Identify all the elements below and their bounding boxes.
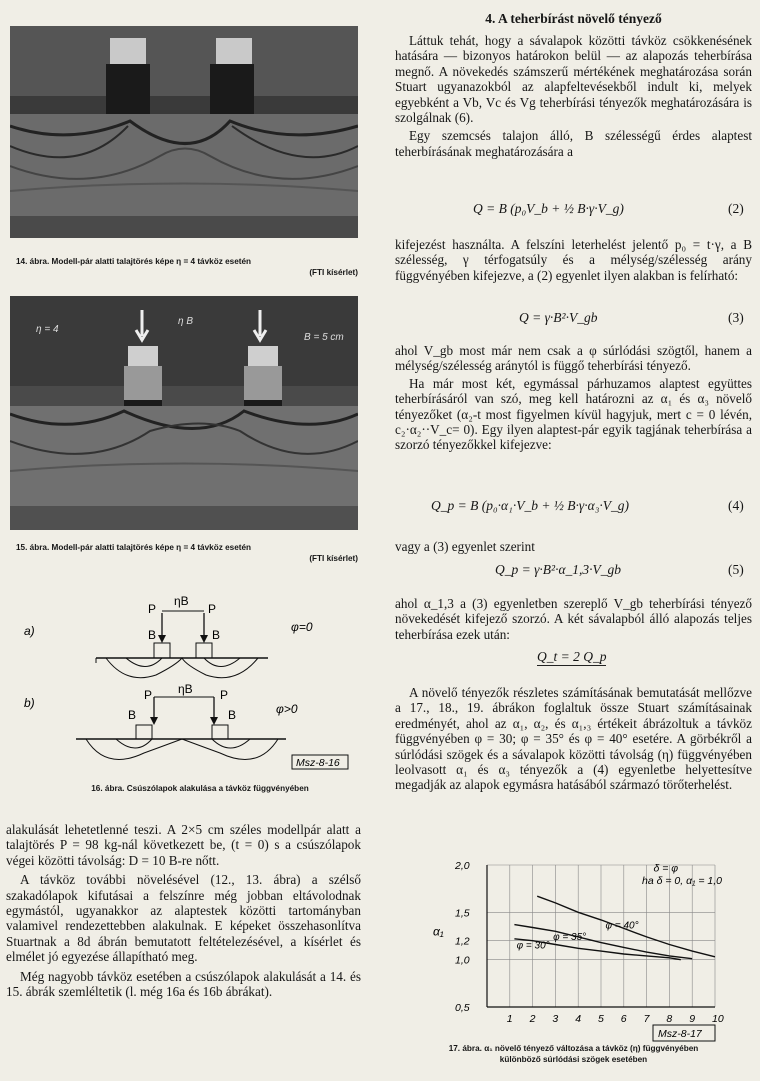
- fig16b-footing-left: [136, 725, 152, 739]
- left-paragraph-2: A távköz további növelésével (12., 13. ábra) a szélső szakadólapok kifutásai a felszínre még jobban eltávolodnak egymástól, ugyanakkor az alaptestek közötti tartományban valamivel rendezettebben alakulnak. E képeket összehasonlítva Stuartnak a 8d ábrán bemutatott feltételezésével, a kísérlet és elmélet jó egyezése állapítható meg.: [6, 872, 361, 965]
- right-text-block-1: [395, 33, 752, 159]
- fig16b-B-left: B: [128, 708, 137, 722]
- chart-x-tick-label: 4: [575, 1013, 582, 1025]
- figure-15-eta-label: η = 4: [36, 324, 59, 335]
- figure-17-caption-main: 17. ábra. α₁ növelő tényező változása a távköz (η) függvényében: [448, 1044, 699, 1053]
- fig16b-footing-right: [212, 725, 228, 739]
- chart-y-tick-label: 1,5: [455, 907, 470, 920]
- fig16-label-b: b): [24, 696, 35, 710]
- figure-14-caption: [16, 256, 358, 278]
- chart-annotation-delta: δ = φ: [653, 862, 679, 875]
- fig16b-P-right: P: [220, 688, 229, 702]
- fig16b-B-right: B: [228, 708, 237, 722]
- figure-16-caption-text: 16. ábra. Csúszólapok alakulása a távköz függvényében: [91, 784, 309, 793]
- chart-code: Msz-8-17: [658, 1028, 702, 1040]
- figure-15-photo: [10, 296, 358, 530]
- chart-y-tick-label: 1,2: [455, 935, 470, 948]
- right-paragraph-2: Egy szemcsés talajon álló, B szélességű érdes alaptest teherbírásának meghatározására a: [395, 128, 752, 159]
- chart-series-label: φ = 35°: [553, 931, 587, 943]
- chart-x-tick-label: 9: [689, 1013, 696, 1025]
- left-paragraph-3: Még nagyobb távköz esetében a csúszólapok alakulását a 14. és 15. ábrák szemléltetik (l. még 16a és 16b ábrákat).: [6, 968, 361, 1000]
- figure-15-caption: [16, 542, 358, 564]
- chart-x-tick-label: 1: [506, 1013, 513, 1025]
- right-paragraph-6: vagy a (3) egyenlet szerint: [395, 539, 535, 554]
- right-paragraph-3: kifejezést használta. A felszíni leterhelést jelentő p₀ = t·γ, a B szélesség, γ térfogatsúly és a mélység/szélesség arány függvényében kifejezve, a (2) egyenlet ilyen alakban is felírható:: [395, 237, 752, 283]
- figure-16-caption: [42, 783, 358, 794]
- figure-14-caption-main: 14. ábra. Modell-pár alatti talajtörés képe η = 4 távköz esetén: [16, 257, 252, 266]
- equation-5-number: (5): [728, 562, 744, 577]
- right-text-block-4: [395, 539, 752, 554]
- left-body-text: [6, 822, 361, 999]
- chart-series-label: φ = 40°: [605, 920, 639, 932]
- equation-2: Q = B (p₀V_b + ½ B·γ·V_g): [473, 201, 624, 216]
- fig16a-etaB: ηB: [174, 595, 189, 608]
- equation-5: Q_p = γ·B²·α_1,3·V_gb: [495, 562, 622, 577]
- figure-17-caption: [395, 1043, 752, 1065]
- chart-x-tick-label: 3: [552, 1013, 559, 1025]
- equation-3: Q = γ·B²·V_gb: [519, 310, 598, 325]
- chart-y-tick-label: 2,0: [455, 860, 470, 872]
- right-paragraph-1: Láttuk tehát, hogy a sávalapok közötti távköz csökkenésének hatására — bizonyos határokon belül — az alapozás teherbírása megnő. A növekedés számszerű mértékének meghatározása során Stuart ugyanazokból az alapfeltevésekből indult ki, melyek egyebként a Vb, Vc és Vg teherbírási tényezők meghatározására is szolgálnak (6).: [395, 33, 752, 126]
- fig16b-P-left: P: [144, 688, 153, 702]
- fig16-label-a: a): [24, 624, 35, 638]
- chart-x-tick-label: 6: [620, 1013, 627, 1025]
- fig16b-phi: φ>0: [276, 702, 298, 716]
- section-title: 4. A teherbírást növelő tényező: [485, 11, 662, 26]
- chart-x-tick-label: 5: [598, 1013, 604, 1025]
- figure-14-photo: [10, 26, 358, 238]
- right-paragraph-7: ahol α_1,3 a (3) egyenletben szereplő V_gb teherbírási tényező növekedését kifejező szorzó. A két sávalapból álló alapozás teljes teherbírása ezek után:: [395, 596, 752, 642]
- figure-17-chart: [395, 855, 752, 1045]
- chart-x-tick-label: 8: [666, 1013, 673, 1025]
- right-text-block-2: [395, 237, 752, 283]
- chart-y-tick-label: 0,5: [455, 1002, 470, 1014]
- fig16a-B-left: B: [148, 628, 157, 642]
- fig16-code: Msz-8-16: [296, 757, 340, 769]
- right-text-block-6: [395, 685, 752, 793]
- figure-15-caption-source: (FTI kísérlet): [309, 554, 358, 563]
- equation-2-number: (2): [728, 201, 744, 216]
- fig16a-P-right: P: [208, 602, 217, 616]
- chart-x-tick-label: 7: [643, 1013, 650, 1025]
- chart-annotation-condition: ha δ = 0, α₁ = 1,0: [642, 874, 722, 887]
- right-paragraph-8: A növelő tényezők részletes számításának bemutatását mellőzve a 17., 18., 19. ábrákon foglaltuk össze Stuart számításainak eredményét, ahol az α₁, α₂, és α₁,₃ értékeit ábrázoltuk a távköz függvényében φ = 30; φ = 35° és φ = 40° esetére. A görbékről a súrlódási szögek és a sávalapok közötti távolság (η) függvényében leolvasott α₁ és α₃ tényezők a (4) egyenletbe helyettesítve megadják az alapok egymásra hatásából származó törőterhelést.: [395, 685, 752, 793]
- right-text-block-3: [395, 343, 752, 453]
- left-paragraph-1: alakulását lehetetlenné teszi. A 2×5 cm széles modellpár alatt a talajtörés P = 98 kg-nál következett be, (t = 0) s a csúszólapok végei közötti távolság: D = 10 B-re nőtt.: [6, 822, 361, 868]
- right-paragraph-4: ahol V_gb most már nem csak a φ súrlódási szögtől, hanem a mélység/szélesség aránytól is függő teherbírási tényező.: [395, 343, 752, 374]
- chart-y-tick-label: 1,0: [455, 954, 470, 967]
- right-paragraph-5: Ha már most két, egymással párhuzamos alaptest együttes teherbírásáról van szó, meg kell határozni az α₁ és α₃ növelő tényezőket (α₂-t most figyelmen kívül hagyjuk, mert c = 0 lévén, c₂·α₂··V_c= 0). Egy ilyen alaptest-pár egyik tagjának teherbírása a szorzó tényezőkkel kifejezve:: [395, 375, 752, 453]
- fig16a-footing-right: [196, 643, 212, 658]
- fig16a-P-left: P: [148, 602, 157, 616]
- figure-15-b-label: B = 5 cm: [304, 332, 344, 343]
- fig16a-phi: φ=0: [291, 620, 313, 634]
- figure-14-image: [10, 26, 358, 238]
- figure-15-etab-label: η B: [178, 316, 193, 327]
- figure-15-caption-main: 15. ábra. Modell-pár alatti talajtörés képe η = 4 távköz esetén: [16, 543, 252, 552]
- figure-14-caption-source: (FTI kísérlet): [309, 268, 358, 277]
- chart-x-tick-label: 2: [529, 1013, 536, 1025]
- fig16a-B-right: B: [212, 628, 221, 642]
- chart-y-axis-label: α₁: [433, 924, 444, 939]
- chart-x-tick-label: 10: [712, 1013, 724, 1025]
- right-text-block-5: [395, 596, 752, 642]
- fig16b-etaB: ηB: [178, 682, 193, 696]
- equation-6: Q_t = 2 Q_p: [537, 649, 607, 664]
- chart-series-label: φ = 30°: [516, 940, 550, 952]
- figure-17-caption-sub: különböző súrlódási szögek esetében: [499, 1055, 648, 1064]
- equation-4-number: (4): [728, 498, 744, 513]
- equation-4: Q_p = B (p₀·α₁·V_b + ½ B·γ·α₃·V_g): [431, 498, 630, 513]
- fig16a-footing-left: [154, 643, 170, 658]
- figure-16-diagram: [6, 595, 361, 780]
- equation-3-number: (3): [728, 310, 744, 325]
